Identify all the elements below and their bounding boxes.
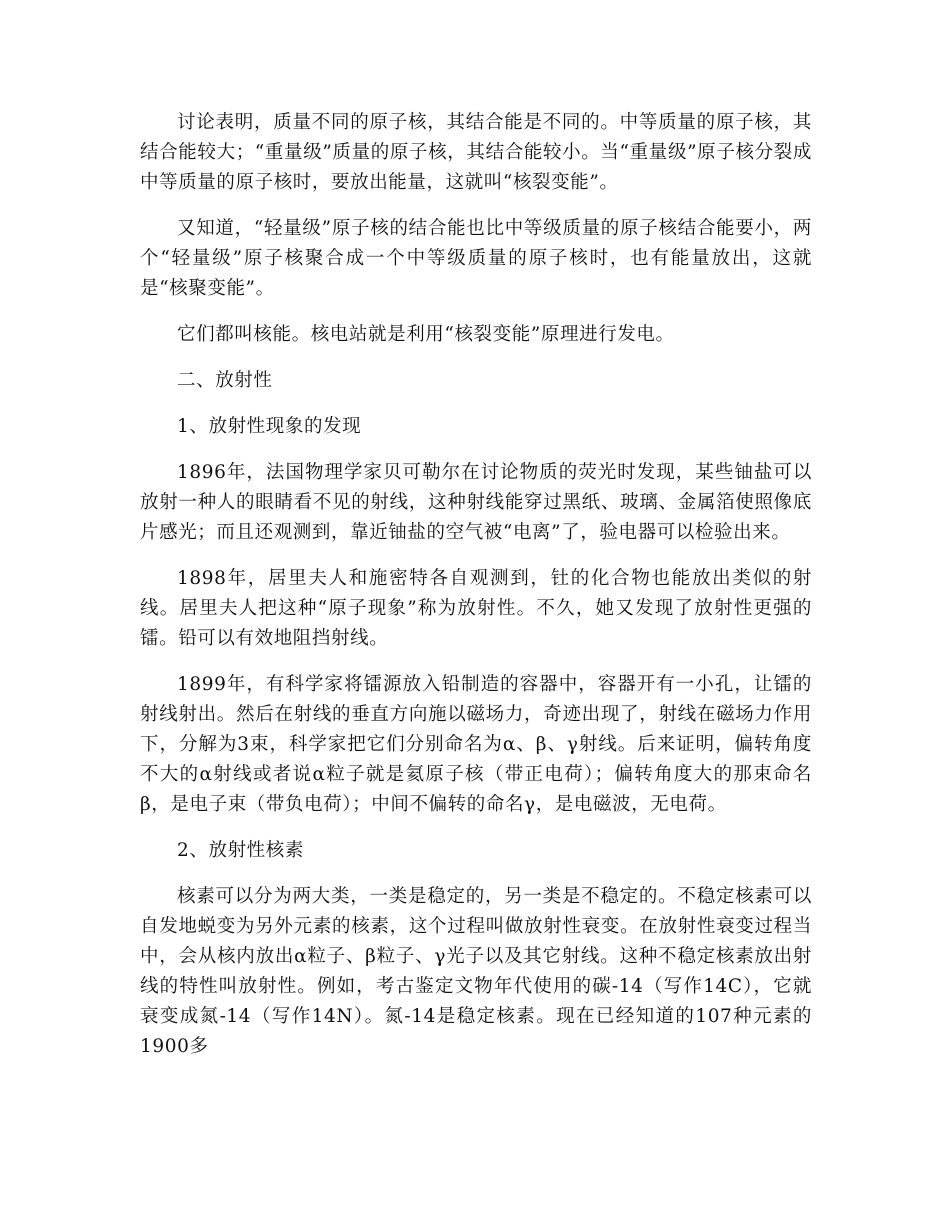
paragraph-1896: 1896年，法国物理学家贝可勒尔在讨论物质的荧光时发现，某些铀盐可以放射一种人的眼睛看不见的射线，这种射线能穿过黑纸、玻璃、金属箔使照像底片感光；而且还观测到，靠近铀盐的空气被“电离”了，验电器可以检验出来。 — [140, 462, 812, 543]
section-heading-radioactivity: 二、放射性 — [177, 370, 273, 391]
document-body — [140, 108, 812, 1078]
paragraph-1899: 1899年，有科学家将镭源放入铅制造的容器中，容器开有一小孔，让镭的射线射出。然后在射线的垂直方向施以磁场力，奇迹出现了，射线在磁场力作用下，分解为3束，科学家把它们分别命名为α、β、γ射线。后来证明，偏转角度不大的α射线或者说α粒子就是氦原子核（带正电荷）；偏转角度大的那束命名β，是电子束（带负电荷）；中间不偏转的命名γ，是电磁波，无电荷。 — [140, 674, 812, 815]
paragraph-binding-energy: 讨论表明，质量不同的原子核，其结合能是不同的。中等质量的原子核，其结合能较大；“重量级”质量的原子核，其结合能较小。当“重量级”原子核分裂成中等质量的原子核时，要放出能量，这就叫“核裂变能”。 — [140, 112, 812, 193]
paragraph-fusion-energy: 又知道，“轻量级”原子核的结合能也比中等级质量的原子核结合能要小，两个“轻量级”原子核聚合成一个中等级质量的原子核时，也有能量放出，这就是“核聚变能”。 — [140, 218, 812, 299]
subsection-heading-discovery: 1、放射性现象的发现 — [177, 416, 362, 437]
paragraph-nuclear-energy: 它们都叫核能。核电站就是利用“核裂变能”原理进行发电。 — [177, 324, 675, 345]
subsection-heading-radionuclides: 2、放射性核素 — [177, 840, 304, 861]
paragraph-1898: 1898年，居里夫人和施密特各自观测到，钍的化合物也能放出类似的射线。居里夫人把这种“原子现象”称为放射性。不久，她又发现了放射性更强的镭。铅可以有效地阻挡射线。 — [140, 568, 812, 649]
paragraph-radionuclides: 核素可以分为两大类，一类是稳定的，另一类是不稳定的。不稳定核素可以自发地蜕变为另外元素的核素，这个过程叫做放射性衰变。在放射性衰变过程当中，会从核内放出α粒子、β粒子、γ光子以及其它射线。这种不稳定核素放出射线的特性叫放射性。例如，考古鉴定文物年代使用的碳-14（写作14C），它就衰变成氮-14（写作14N）。氮-14是稳定核素。现在已经知道的107种元素的1900多 — [140, 886, 812, 1057]
